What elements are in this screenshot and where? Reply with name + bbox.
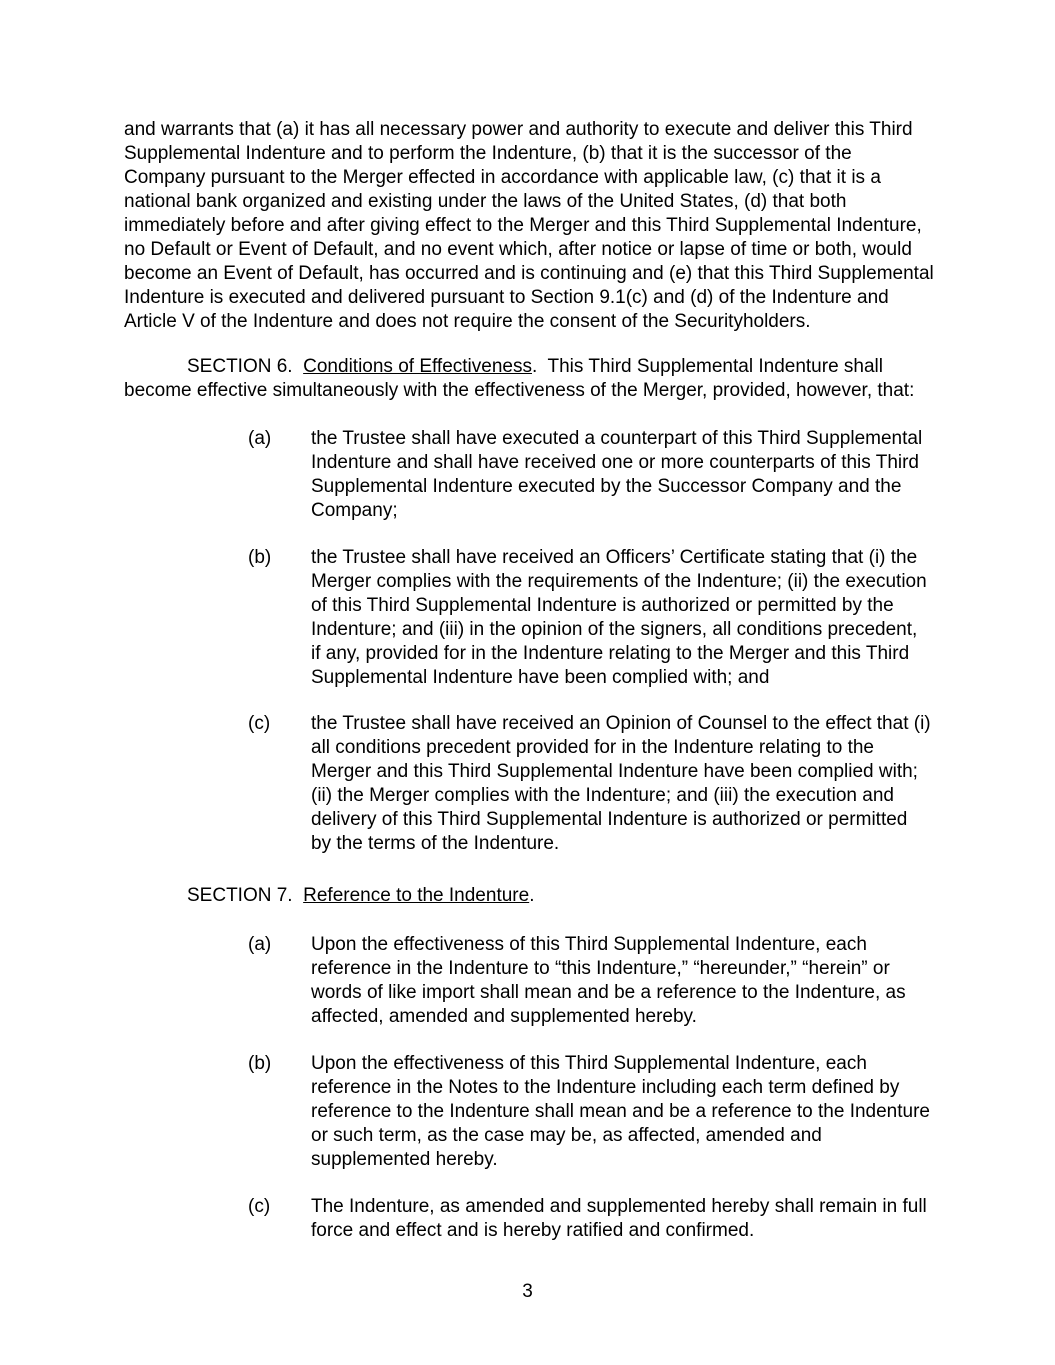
item-text: the Trustee shall have received an Officers’ Certificate stating that (i) the Merger complies with the requirements of the Indenture; (ii) the execution of this Third Supplemental Indenture is authorized or permitted by the Indenture; and (iii) in the opinion of the signers, all conditions precedent, if any, provided for in the Indenture relating to the Merger and this Third Supplemental Indenture have been complied with; and — [311, 547, 927, 688]
item-label: (b) — [248, 1053, 272, 1074]
item-label: (a) — [248, 428, 272, 449]
section-6-number: SECTION 6. — [187, 356, 293, 377]
section-7-heading — [124, 884, 934, 908]
item-text: The Indenture, as amended and supplemented hereby shall remain in full force and effect and is hereby ratified and confirmed. — [311, 1196, 927, 1241]
section-7-number: SECTION 7. — [187, 885, 293, 906]
intro-paragraph: and warrants that (a) it has all necessary power and authority to execute and deliver this Third Supplemental Indenture and to perform the Indenture, (b) that it is the successor of the Company pursuant to the Merger effected in accordance with applicable law, (c) that it is a national bank organized and existing under the laws of the United States, (d) that both immediately before and after giving effect to the Merger and this Third Supplemental Indenture, no Default or Event of Default, and no event which, after notice or lapse of time or both, would become an Event of Default, has occurred and is continuing and (e) that this Third Supplemental Indenture is executed and delivered pursuant to Section 9.1(c) and (d) of the Indenture and Article V of the Indenture and does not require the consent of the Securityholders. — [124, 119, 934, 332]
item-label: (a) — [248, 934, 272, 955]
item-text: Upon the effectiveness of this Third Supplemental Indenture, each reference in the Indenture to “this Indenture,” “hereunder,” “herein” or words of like import shall mean and be a reference to the Indenture, as affected, amended and supplemented hereby. — [311, 934, 906, 1027]
item-text: the Trustee shall have executed a counterpart of this Third Supplemental Indenture and shall have received one or more counterparts of this Third Supplemental Indenture executed by the Successor Company and the Company; — [311, 428, 923, 521]
item-label: (c) — [248, 1196, 271, 1217]
section-6-paragraph — [124, 355, 934, 403]
page-number: 3 — [522, 1281, 533, 1302]
item-label: (b) — [248, 547, 272, 568]
item-text: Upon the effectiveness of this Third Supplemental Indenture, each reference in the Notes to the Indenture including each term defined by reference to the Indenture shall mean and be a reference to the Indenture or such term, as the case may be, as affected, amended and supplemented hereby. — [311, 1053, 930, 1170]
item-text: the Trustee shall have received an Opinion of Counsel to the effect that (i) all conditions precedent provided for in the Indenture relating to the Merger and this Third Supplemental Indenture have been complied with; (ii) the Merger complies with the Indenture; and (iii) the execution and delivery of this Third Supplemental Indenture is authorized or permitted by the terms of the Indenture. — [311, 713, 931, 854]
section-6-body: This Third Supplemental Indenture shall become effective simultaneously with the effectiveness of the Merger, provided, however, that: — [124, 356, 915, 401]
section-7-title-end: . — [529, 885, 535, 906]
item-label: (c) — [248, 713, 271, 734]
section-6-title-end: . — [531, 356, 538, 377]
section-7-title: Reference to the Indenture — [303, 885, 530, 906]
section-6-title: Conditions of Effectiveness — [303, 356, 532, 377]
